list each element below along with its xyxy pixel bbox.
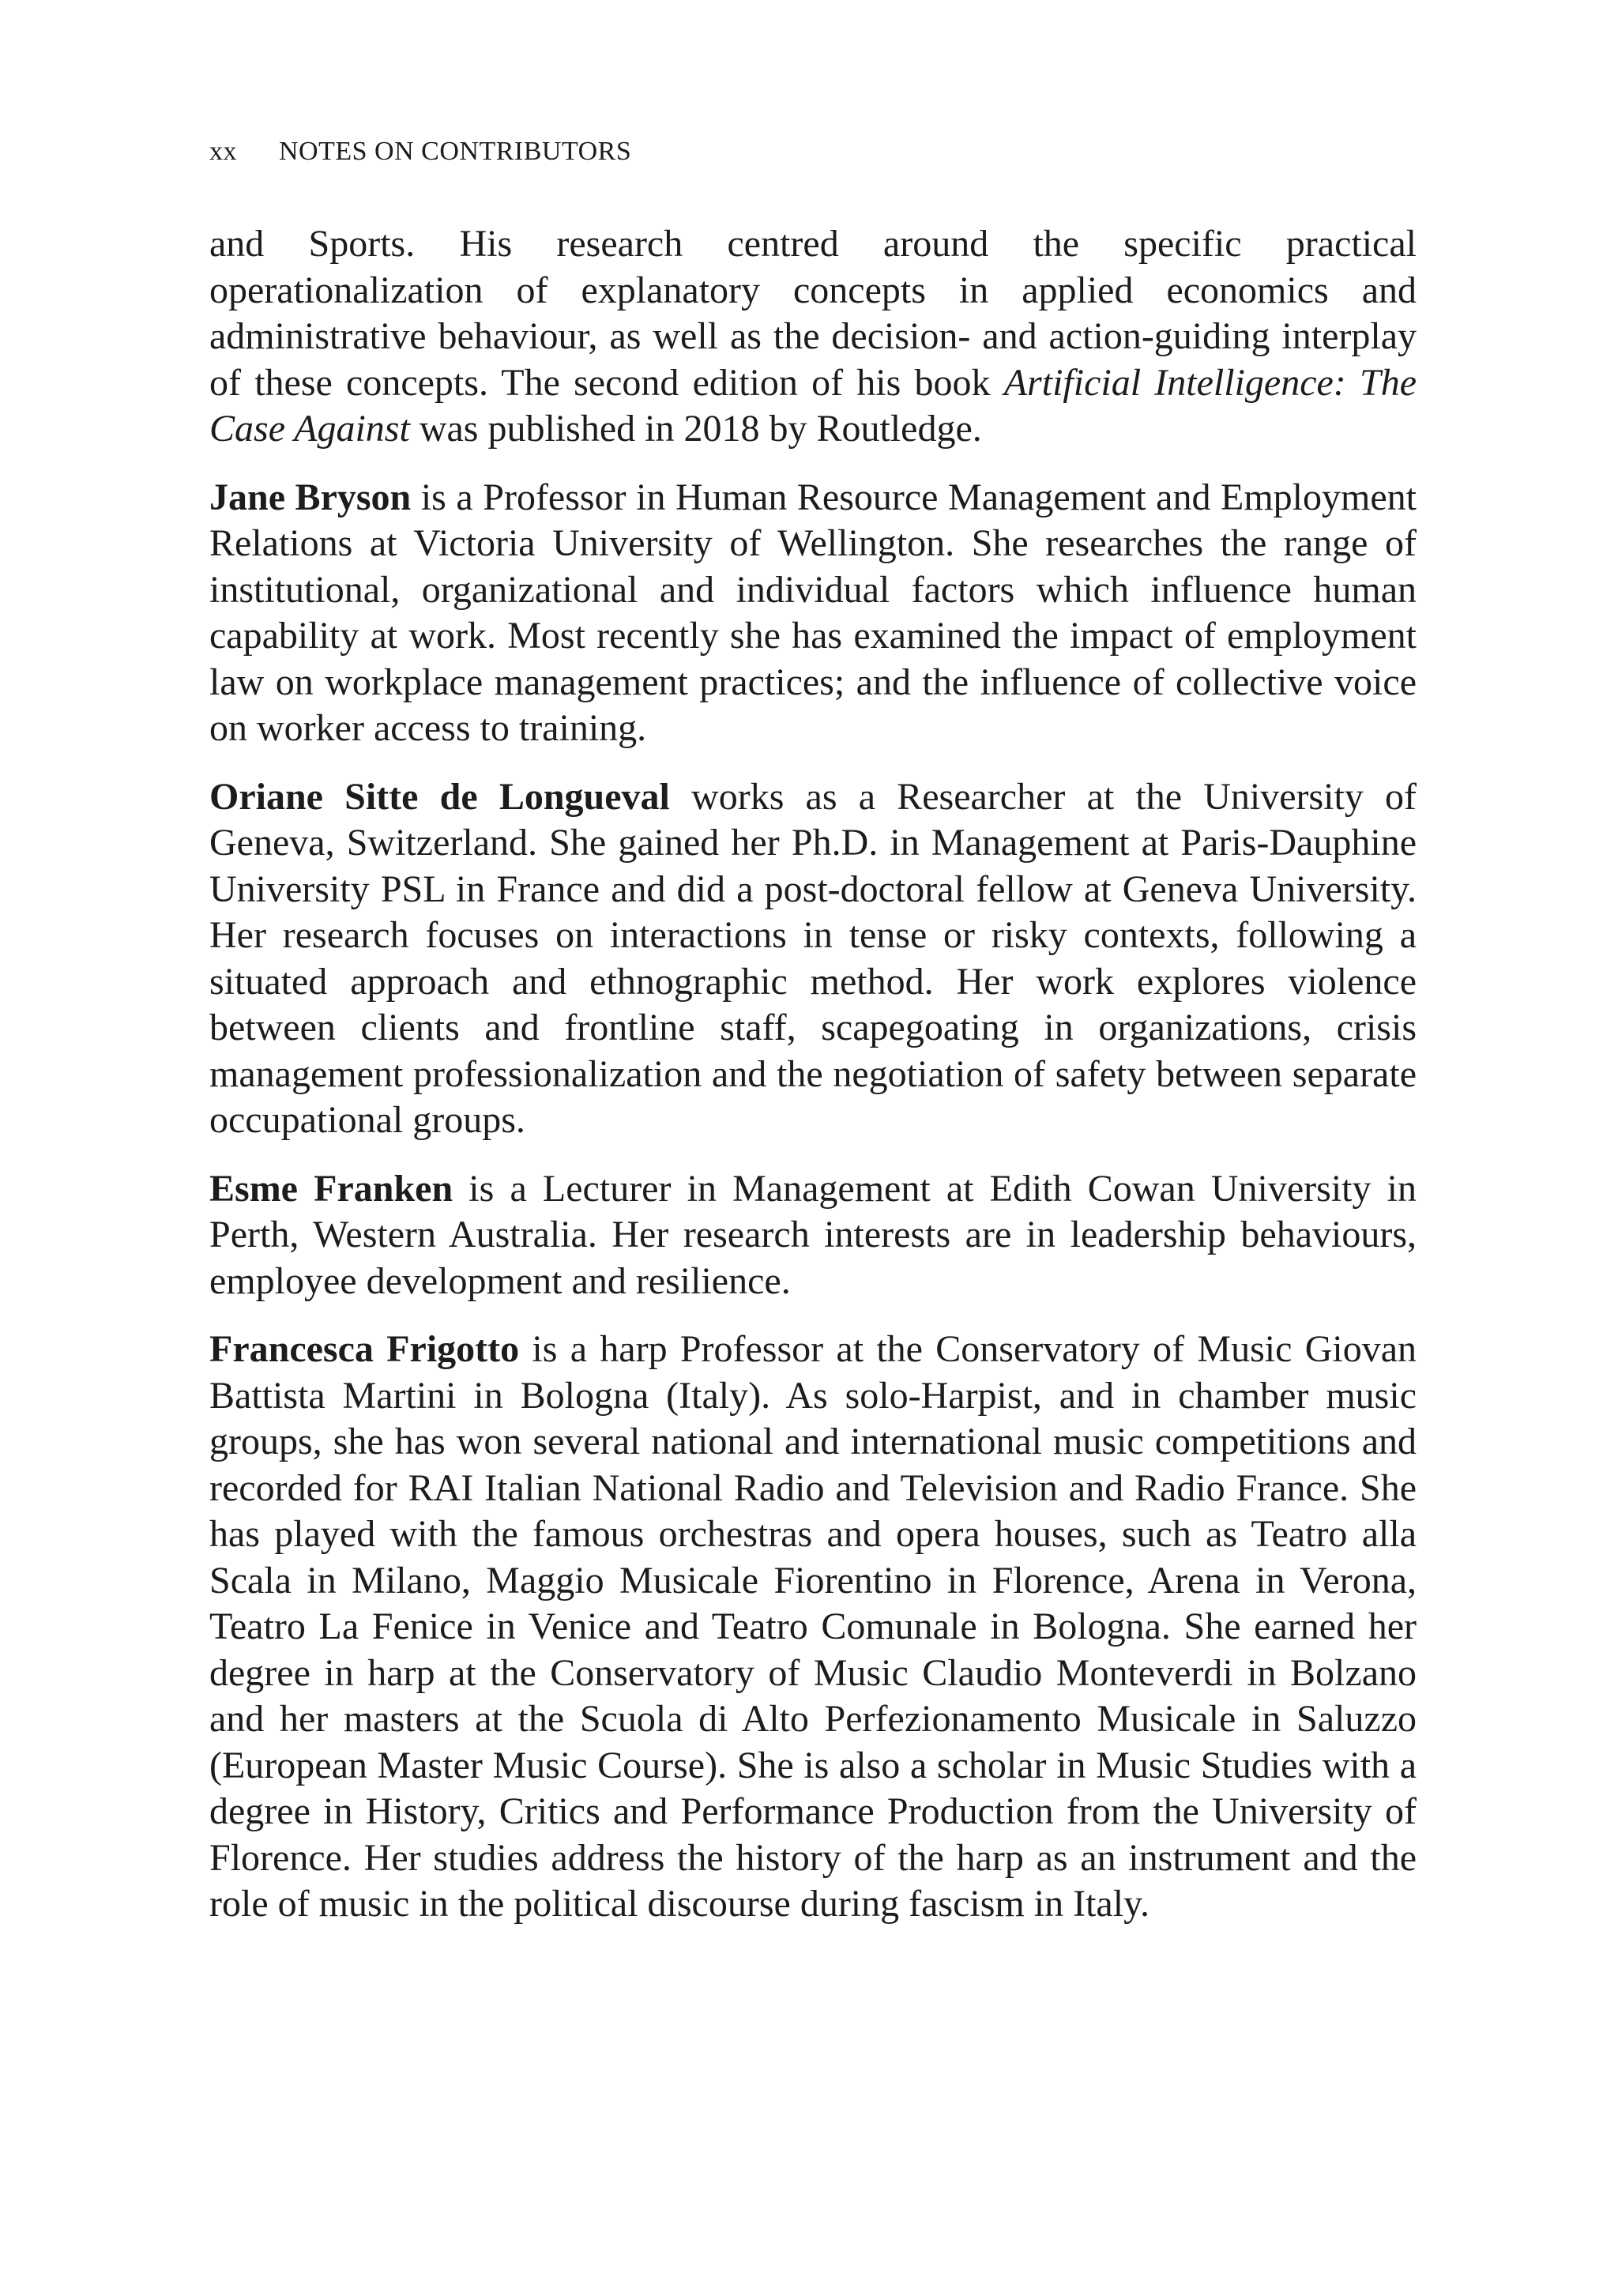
- book-title: Artificial Intelligence: The Case Against: [209, 361, 1417, 450]
- contributor-bio: works as a Researcher at the University of Geneva, Switzerland. She gained her Ph.D. in Management at Paris-Dauphine University PSL in France and did a post-doctoral fellow at Geneva University. Her research focuses on interactions in tense or risky contexts, following a situated approach and ethnographic method. Her work explores violence between clients and frontline staff, scapegoating in organizations, crisis management professionalization and the negotiation of safety between separate occupational groups.: [209, 775, 1417, 1141]
- book-page: [209, 136, 1417, 1950]
- contributor-name: Oriane Sitte de Longueval: [209, 775, 670, 818]
- contributor-name: Francesca Frigotto: [209, 1328, 520, 1370]
- contributor-bio: is a Lecturer in Management at Edith Cowan University in Perth, Western Australia. Her research interests are in leadership behaviours, employee development and resilience.: [209, 1167, 1417, 1302]
- entry-text: and Sports. His research centred around the specific practical operationalization of explanatory concepts in applied economics and administrative behaviour, as well as the decision- and action-guiding interplay of these concepts. The second edition of his book: [209, 223, 1417, 404]
- contributor-name: Esme Franken: [209, 1167, 453, 1210]
- contributor-bio: is a harp Professor at the Conservatory of Music Giovan Battista Martini in Bologna (Italy). As solo-Harpist, and in chamber music groups, she has won several national and international music competitions and recorded for RAI Italian National Radio and Television and Radio France. She has played with the famous orchestras and opera houses, such as Teatro alla Scala in Milano, Maggio Musicale Fiorentino in Florence, Arena in Verona, Teatro La Fenice in Venice and Teatro Comunale in Bologna. She earned her degree in harp at the Conservatory of Music Claudio Monteverdi in Bolzano and her masters at the Scuola di Alto Perfezionamento Musicale in Saluzzo (European Master Music Course). She is also a scholar in Music Studies with a degree in History, Critics and Performance Production from the University of Florence. Her studies address the history of the harp as an instrument and the role of music in the political discourse during fascism in Italy.: [209, 1328, 1417, 1925]
- entry-text: was published in 2018 by Routledge.: [409, 408, 982, 450]
- contributor-entry-esme-franken: [209, 1166, 1417, 1305]
- contributor-name: Jane Bryson: [209, 476, 412, 518]
- page-number: xx: [209, 137, 237, 166]
- contributor-entry-oriane-sitte-de-longueval: [209, 774, 1417, 1144]
- contributor-bio: is a Professor in Human Resource Management and Employment Relations at Victoria University of Wellington. She researches the range of institutional, organizational and individual factors which influence human capability at work. Most recently she has examined the impact of employment law on workplace management practices; and the influence of collective voice on worker access to training.: [209, 476, 1417, 749]
- contributor-entry-jane-bryson: [209, 475, 1417, 752]
- contributor-entry-francesca-frigotto: [209, 1327, 1417, 1928]
- running-head: [209, 136, 1417, 167]
- running-head-title: NOTES ON CONTRIBUTORS: [279, 137, 632, 166]
- contributor-entry-continued: [209, 221, 1417, 453]
